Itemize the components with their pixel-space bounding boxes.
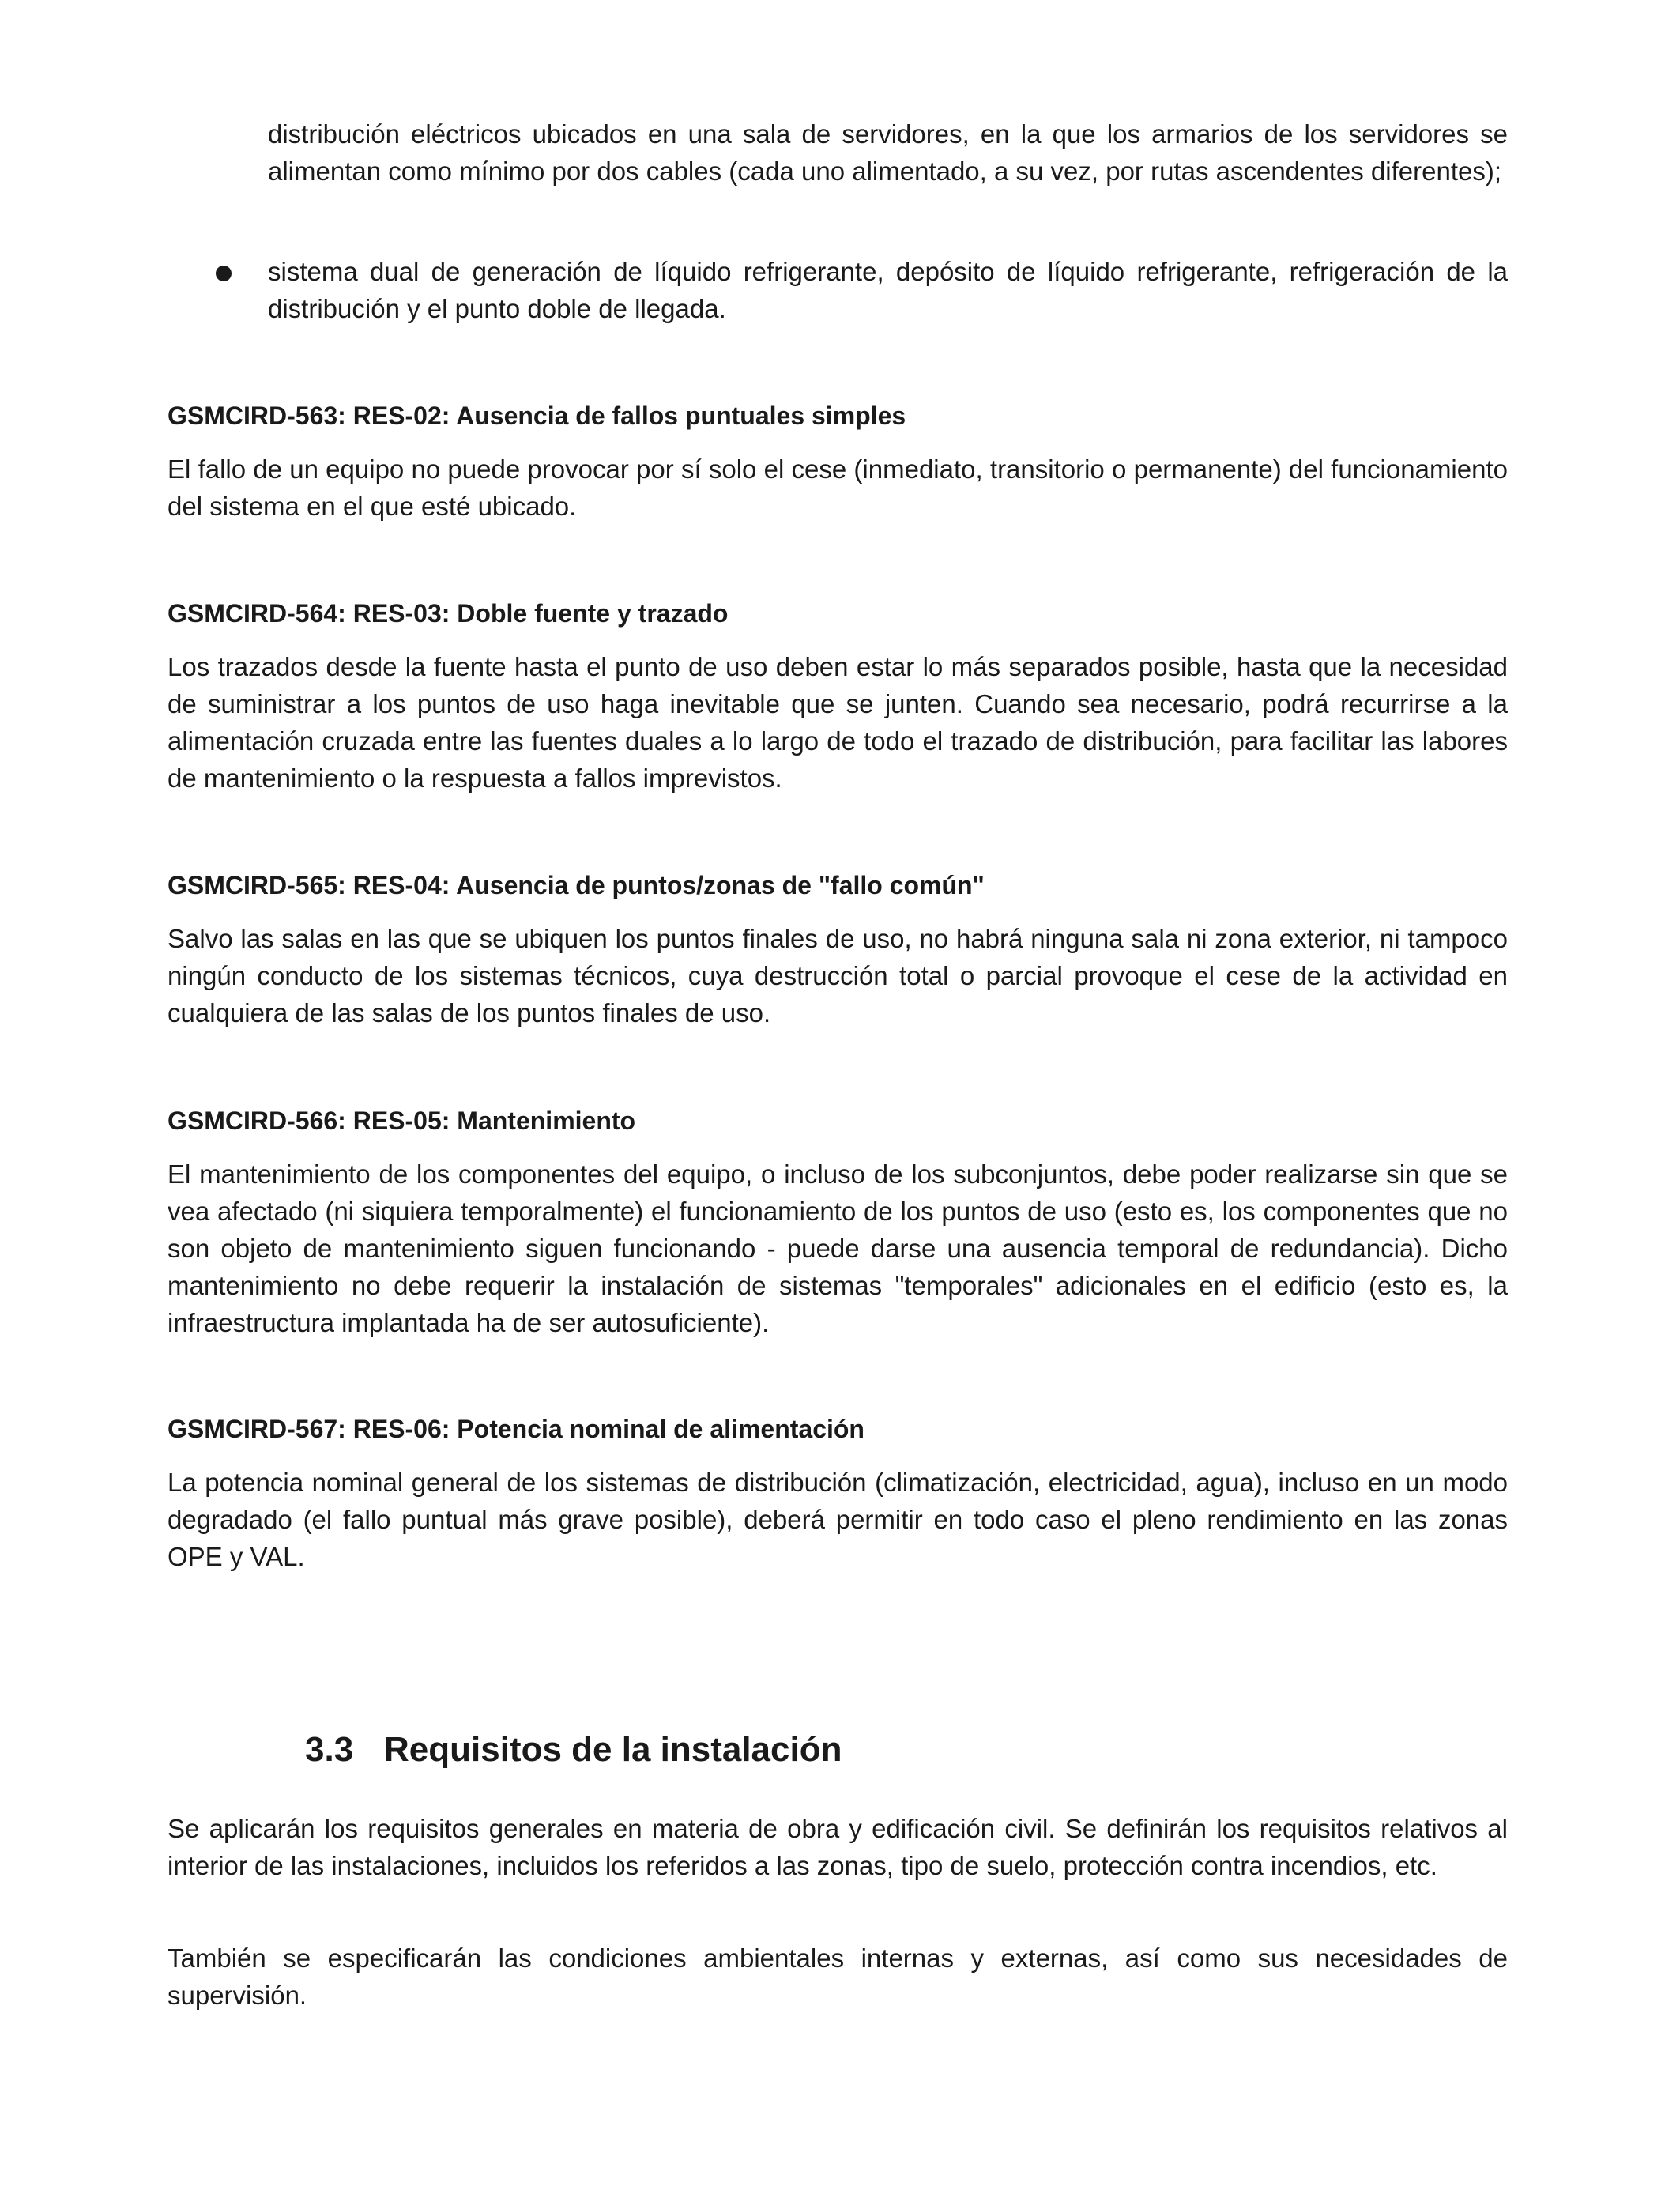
requirement-heading-res-04: GSMCIRD-565: RES-04: Ausencia de puntos/zonas de "fallo común" xyxy=(168,871,985,899)
requirement-body-res-02: El fallo de un equipo no puede provocar por sí solo el cese (inmediato, transitorio o permanente) del funcionamiento del sistema en el que esté ubicado. xyxy=(168,454,1508,521)
bullet-item: sistema dual de generación de líquido refrigerante, depósito de líquido refrigerante, refrigeración de la distribución y el punto doble de llegada. xyxy=(268,257,1508,323)
requirement-body-res-04: Salvo las salas en las que se ubiquen los puntos finales de uso, no habrá ninguna sala ni zona exterior, ni tampoco ningún conducto de los sistemas técnicos, cuya destrucción total o parcial provoque el cese de la actividad en cualquiera de las salas de los puntos finales de uso. xyxy=(168,924,1508,1027)
section-paragraph-1: Se aplicarán los requisitos generales en materia de obra y edificación civil. Se definirán los requisitos relativos al interior de las instalaciones, incluidos los referidos a las zonas, tipo de suelo, protección contra incendios, etc. xyxy=(168,1814,1508,1880)
requirement-body-res-06: La potencia nominal general de los sistemas de distribución (climatización, electricidad, agua), incluso en un modo degradado (el fallo puntual más grave posible), deberá permitir en todo caso el pleno rendimiento en las zonas OPE y VAL. xyxy=(168,1468,1508,1571)
section-heading xyxy=(305,1728,842,1772)
requirement-heading-res-03: GSMCIRD-564: RES-03: Doble fuente y trazado xyxy=(168,599,729,628)
section-title: Requisitos de la instalación xyxy=(384,1730,842,1769)
bullet-icon xyxy=(216,266,232,281)
section-number: 3.3 xyxy=(305,1730,354,1769)
requirement-heading-res-06: GSMCIRD-567: RES-06: Potencia nominal de alimentación xyxy=(168,1415,864,1443)
requirement-heading-res-02: GSMCIRD-563: RES-02: Ausencia de fallos puntuales simples xyxy=(168,401,906,430)
requirement-heading-res-05: GSMCIRD-566: RES-05: Mantenimiento xyxy=(168,1106,636,1135)
requirement-body-res-05: El mantenimiento de los componentes del equipo, o incluso de los subconjuntos, debe poder realizarse sin que se vea afectado (ni siquiera temporalmente) el funcionamiento de los puntos de uso (esto es, los componentes que no son objeto de mantenimiento siguen funcionando - puede darse una ausencia temporal de redundancia). Dicho mantenimiento no debe requerir la instalación de sistemas "temporales" adicionales en el edificio (esto es, la infraestructura implantada ha de ser autosuficiente). xyxy=(168,1159,1508,1337)
section-paragraph-2: También se especificarán las condiciones ambientales internas y externas, así como sus necesidades de supervisión. xyxy=(168,1943,1508,2010)
continuation-paragraph: distribución eléctricos ubicados en una sala de servidores, en la que los armarios de los servidores se alimentan como mínimo por dos cables (cada uno alimentado, a su vez, por rutas ascendentes diferentes); xyxy=(268,119,1508,186)
requirement-body-res-03: Los trazados desde la fuente hasta el punto de uso deben estar lo más separados posible, hasta que la necesidad de suministrar a los puntos de uso haga inevitable que se junten. Cuando sea necesario, podrá recurrirse a la alimentación cruzada entre las fuentes duales a lo largo de todo el trazado de distribución, para facilitar las labores de mantenimiento o la respuesta a fallos imprevistos. xyxy=(168,652,1508,793)
